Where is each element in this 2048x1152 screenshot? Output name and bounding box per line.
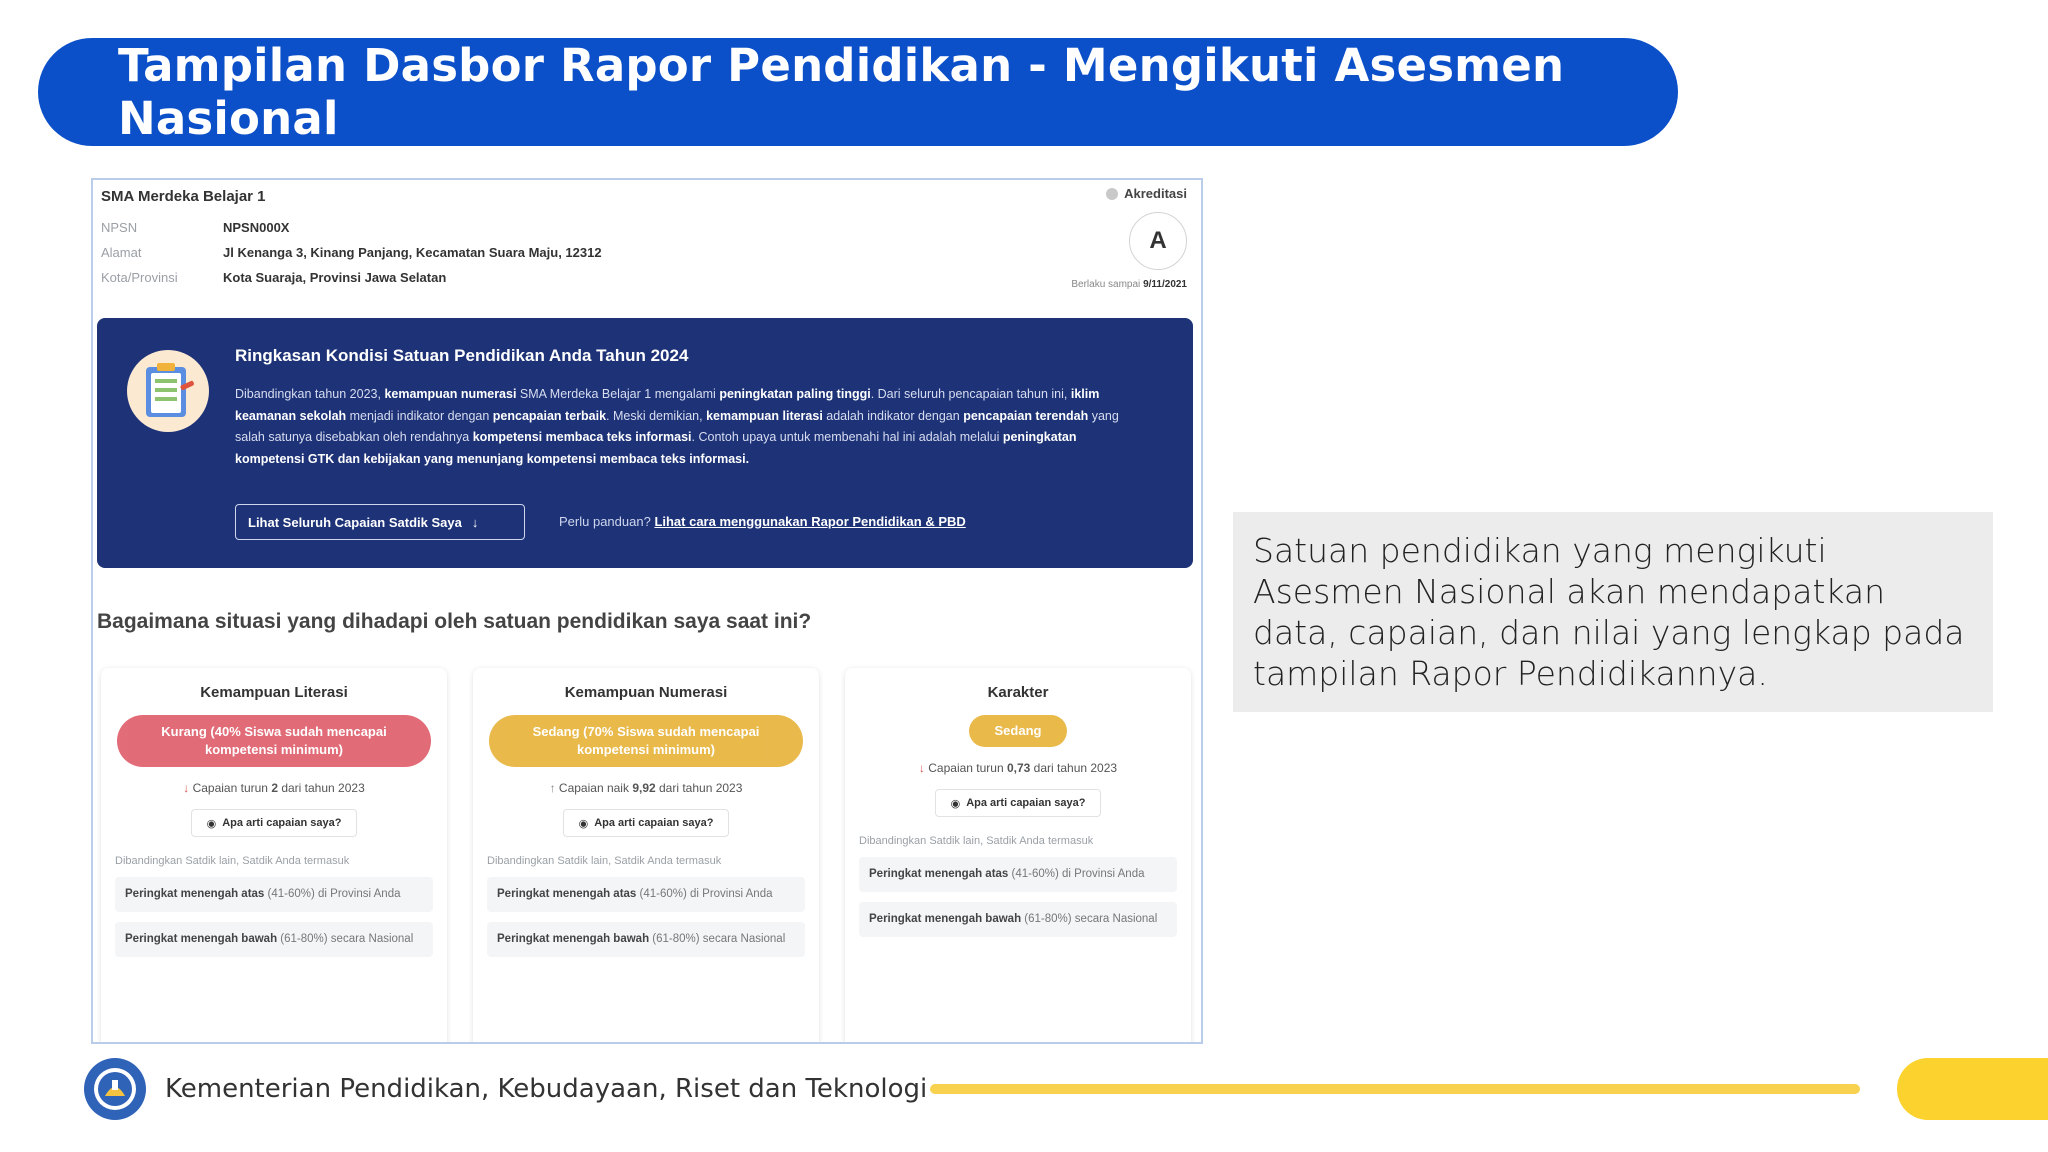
trend-text: ↓ Capaian turun 0,73 dari tahun 2023 — [918, 761, 1118, 775]
trend-text: ↓ Capaian turun 2 dari tahun 2023 — [183, 781, 365, 795]
compare-text: Dibandingkan Satdik lain, Satdik Anda termasuk — [487, 855, 722, 867]
school-name: SMA Merdeka Belajar 1 — [101, 188, 266, 205]
kota-label: Kota/Provinsi — [101, 270, 178, 285]
rank-nasional: Peringkat menengah bawah (61-80%) secara Nasional — [859, 902, 1177, 937]
arrow-down-icon: ↓ — [471, 514, 479, 530]
card-literasi — [101, 668, 447, 1044]
arrow-down-icon: ↓ — [183, 781, 190, 795]
what-means-button[interactable]: ◉ Apa arti capaian saya? — [563, 809, 729, 837]
rank-provinsi: Peringkat menengah atas (41-60%) di Provinsi Anda — [115, 877, 433, 912]
eye-icon: ◉ — [206, 817, 217, 830]
guide-prefix: Perlu panduan? — [559, 514, 651, 529]
alamat-label: Alamat — [101, 245, 142, 260]
status-badge: Kurang (40% Siswa sudah mencapai kompetensi minimum) — [117, 715, 431, 767]
alamat-value: Jl Kenanga 3, Kinang Panjang, Kecamatan Suara Maju, 12312 — [223, 245, 602, 260]
what-means-button[interactable]: ◉ Apa arti capaian saya? — [935, 789, 1101, 817]
arrow-down-icon: ↓ — [918, 761, 925, 775]
guide-text — [559, 514, 966, 529]
card-karakter — [845, 668, 1191, 1044]
berlaku-label: Berlaku sampai — [1071, 279, 1141, 290]
akreditasi-header — [1106, 186, 1187, 201]
alamat-row — [101, 245, 602, 260]
akreditasi-label: Akreditasi — [1124, 186, 1187, 201]
rank-nasional: Peringkat menengah bawah (61-80%) secara Nasional — [487, 922, 805, 957]
see-all-achievements-button[interactable] — [235, 504, 525, 540]
slide-title: Tampilan Dasbor Rapor Pendidikan - Mengikuti Asesmen Nasional — [118, 39, 1565, 145]
rank-provinsi: Peringkat menengah atas (41-60%) di Provinsi Anda — [859, 857, 1177, 892]
rank-nasional: Peringkat menengah bawah (61-80%) secara Nasional — [115, 922, 433, 957]
callout-box — [1233, 512, 1993, 712]
summary-panel — [97, 318, 1193, 568]
ministry-logo-icon — [84, 1058, 146, 1120]
summary-text: Dibandingkan tahun 2023, kemampuan numerasi SMA Merdeka Belajar 1 mengalami peningkatan paling tinggi. Dari seluruh pencapaian tahun ini, iklim keamanan sekolah menjadi indikator dengan pencapaian terbaik. Meski demikian, kemampuan literasi adalah indikator dengan pencapaian terendah yang salah satunya disebabkan oleh rendahnya kompetensi membaca teks informasi. Contoh upaya untuk membenahi hal ini adalah melalui peningkatan kompetensi GTK dan kebijakan yang menunjang kompetensi membaca teks informasi. — [235, 387, 1119, 466]
berlaku-text — [1071, 279, 1187, 290]
situation-question: Bagaimana situasi yang dihadapi oleh satuan pendidikan saya saat ini? — [97, 610, 812, 633]
card-numerasi — [473, 668, 819, 1044]
status-badge: Sedang (70% Siswa sudah mencapai kompetensi minimum) — [489, 715, 803, 767]
footer-accent-pill — [1897, 1058, 2048, 1120]
what-means-button[interactable]: ◉ Apa arti capaian saya? — [191, 809, 357, 837]
npsn-label: NPSN — [101, 220, 138, 235]
arrow-up-icon: ↑ — [549, 781, 556, 795]
akreditasi-grade: A — [1129, 212, 1187, 270]
slide-title-bar — [38, 38, 1678, 146]
eye-icon: ◉ — [578, 817, 589, 830]
trend-text: ↑ Capaian naik 9,92 dari tahun 2023 — [549, 781, 743, 795]
rank-provinsi: Peringkat menengah atas (41-60%) di Provinsi Anda — [487, 877, 805, 912]
status-badge: Sedang — [969, 715, 1067, 747]
dashboard-screenshot — [91, 178, 1203, 1044]
npsn-row — [101, 220, 289, 235]
card-title: Karakter — [987, 684, 1049, 701]
kota-value: Kota Suaraja, Provinsi Jawa Selatan — [223, 270, 447, 285]
npsn-value: NPSN000X — [223, 220, 290, 235]
compare-text: Dibandingkan Satdik lain, Satdik Anda termasuk — [115, 855, 350, 867]
berlaku-date: 9/11/2021 — [1143, 279, 1187, 290]
kota-row — [101, 270, 446, 285]
footer-accent-line — [930, 1084, 1860, 1094]
card-title: Kemampuan Numerasi — [564, 684, 728, 701]
footer-ministry-name: Kementerian Pendidikan, Kebudayaan, Riset dan Teknologi — [165, 1074, 928, 1104]
guide-link[interactable]: Lihat cara menggunakan Rapor Pendidikan & PBD — [654, 514, 966, 529]
see-all-label: Lihat Seluruh Capaian Satdik Saya — [248, 514, 462, 530]
compare-text: Dibandingkan Satdik lain, Satdik Anda termasuk — [859, 835, 1094, 847]
callout-text: Satuan pendidikan yang mengikuti Asesmen Nasional akan mendapatkan data, capaian, dan nilai yang lengkap pada tampilan Rapor Pendidikannya. — [1253, 531, 1965, 693]
clipboard-icon — [127, 350, 209, 432]
card-title: Kemampuan Literasi — [200, 684, 348, 701]
info-icon[interactable] — [1106, 188, 1118, 200]
eye-icon: ◉ — [950, 797, 961, 810]
summary-title: Ringkasan Kondisi Satuan Pendidikan Anda Tahun 2024 — [235, 346, 689, 365]
